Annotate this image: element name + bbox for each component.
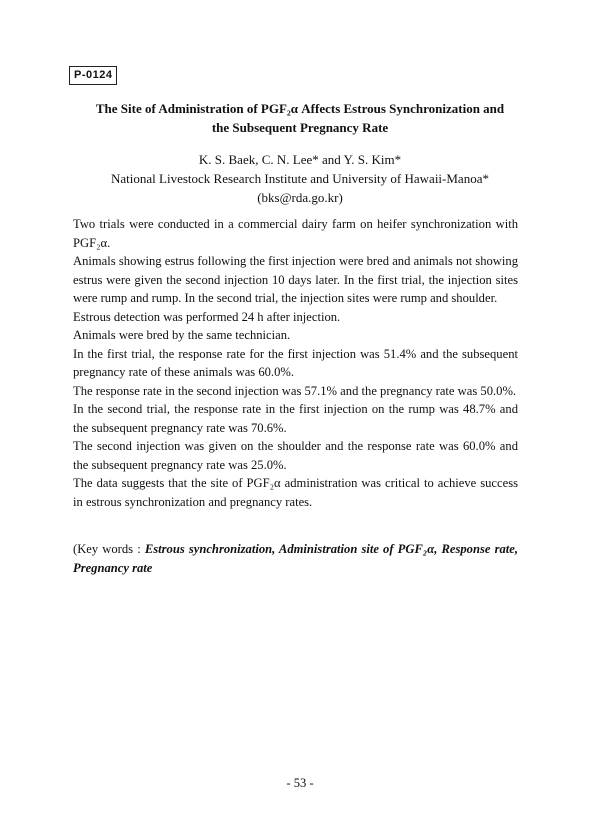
abstract-paragraph: Two trials were conducted in a commercial dairy farm on heifer synchronization with PGF₂α.	[73, 217, 518, 250]
abstract-paragraph: Animals were bred by the same technician.	[73, 328, 291, 342]
title-line-2: the Subsequent Pregnancy Rate	[211, 120, 389, 135]
abstract-body	[73, 215, 518, 511]
keywords	[73, 540, 518, 577]
paper-title	[40, 99, 560, 137]
author-affiliation: National Livestock Research Institute and University of Hawaii-Manoa*	[111, 171, 489, 186]
title-line-1: The Site of Administration of PGF₂α Affects Estrous Synchronization and	[95, 101, 505, 116]
abstract-paragraph: In the first trial, the response rate for the first injection was 51.4% and the subsequent pregnancy rate of these animals was 60.0%.	[73, 346, 518, 379]
page-number: - 53 -	[286, 776, 314, 790]
abstract-paragraph: The second injection was given on the shoulder and the response rate was 60.0% and the subsequent pregnancy rate was 25.0%.	[73, 439, 518, 472]
abstract-paragraph: Animals showing estrus following the first injection were bred and animals not showing estrus were given the second injection 10 days later. In the first trial, the injection sites were rump and rump. In the second trial, the injection sites were rump and shoulder.	[73, 254, 518, 305]
abstract-paragraph: The response rate in the second injection was 57.1% and the pregnancy rate was 50.0%.	[73, 383, 517, 398]
keywords-prefix: (Key words :	[73, 542, 145, 556]
abstract-paragraph: Estrous detection was performed 24 h after injection.	[73, 309, 341, 324]
poster-code: P-0124	[69, 66, 117, 85]
author-names: K. S. Baek, C. N. Lee* and Y. S. Kim*	[198, 152, 402, 167]
abstract-paragraph: In the second trial, the response rate in the first injection on the rump was 48.7% and the subsequent pregnancy rate was 70.6%.	[73, 402, 518, 435]
keywords-terms: Estrous synchronization, Administration site of PGF₂α, Response rate, Pregnancy rate	[73, 542, 519, 575]
author-block	[40, 150, 560, 207]
author-email: (bks@rda.go.kr)	[257, 190, 343, 205]
abstract-paragraph: The data suggests that the site of PGF₂α administration was critical to achieve success in estrous synchronization and pregnancy rates.	[73, 476, 518, 509]
